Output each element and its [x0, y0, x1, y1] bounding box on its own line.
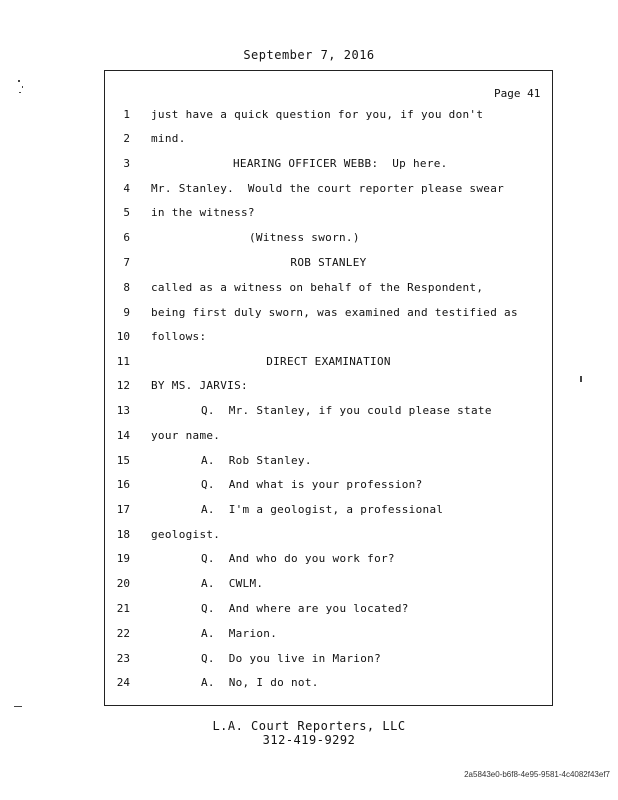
document-id: 2a5843e0-b6f8-4e95-9581-4c4082f43ef7: [464, 770, 610, 779]
scan-speck: [19, 92, 21, 93]
scan-speck: [14, 706, 22, 707]
line-number: 18: [116, 528, 130, 541]
line-number: 14: [116, 429, 130, 442]
line-number: 7: [123, 256, 130, 269]
transcript-line: Q. Do you live in Marion?: [201, 652, 381, 665]
transcript-line: A. I'm a geologist, a professional: [201, 503, 444, 516]
transcript-line: (Witness sworn.): [249, 231, 360, 244]
line-number: 24: [116, 676, 130, 689]
witness-name-heading: ROB STANLEY: [290, 256, 367, 269]
line-number: 3: [123, 157, 130, 170]
page-number: Page 41: [494, 87, 541, 100]
line-number: 15: [116, 454, 130, 467]
header-date: September 7, 2016: [243, 48, 375, 62]
line-number: 11: [116, 355, 130, 368]
transcript-line: BY MS. JARVIS:: [151, 379, 248, 392]
examination-heading: DIRECT EXAMINATION: [266, 355, 391, 368]
transcript-line: Q. And where are you located?: [201, 602, 409, 615]
line-number: 19: [116, 552, 130, 565]
transcript-line: mind.: [151, 132, 186, 145]
line-number: 9: [123, 306, 130, 319]
line-number: 2: [123, 132, 130, 145]
transcript-line: Mr. Stanley. Would the court reporter please swear: [151, 182, 505, 195]
line-number: 20: [116, 577, 130, 590]
line-number: 23: [116, 652, 130, 665]
line-number: 6: [123, 231, 130, 244]
footer-phone: 312-419-9292: [262, 733, 356, 747]
transcript-line: just have a quick question for you, if you don't: [151, 108, 484, 121]
transcript-line: A. No, I do not.: [201, 676, 319, 689]
scan-speck: [18, 80, 20, 82]
transcript-line: in the witness?: [151, 206, 255, 219]
transcript-line: A. CWLM.: [201, 577, 264, 590]
line-number: 13: [116, 404, 130, 417]
scan-speck: [22, 86, 23, 88]
transcript-line: Q. And what is your profession?: [201, 478, 423, 491]
transcript-line: Q. And who do you work for?: [201, 552, 395, 565]
line-number: 5: [123, 206, 130, 219]
transcript-line: Q. Mr. Stanley, if you could please state: [201, 404, 492, 417]
transcript-line: your name.: [151, 429, 221, 442]
line-number: 21: [116, 602, 130, 615]
line-number: 10: [116, 330, 130, 343]
line-number: 17: [116, 503, 130, 516]
line-number: 12: [116, 379, 130, 392]
line-number: 8: [123, 281, 130, 294]
transcript-line: geologist.: [151, 528, 221, 541]
transcript-line: called as a witness on behalf of the Respondent,: [151, 281, 484, 294]
scan-speck: [580, 376, 582, 382]
transcript-line: being first duly sworn, was examined and testified as: [151, 306, 518, 319]
transcript-line: follows:: [151, 330, 207, 343]
line-number: 22: [116, 627, 130, 640]
transcript-line: A. Rob Stanley.: [201, 454, 312, 467]
line-number: 16: [116, 478, 130, 491]
footer-company: L.A. Court Reporters, LLC: [212, 719, 406, 733]
line-number: 1: [123, 108, 130, 121]
transcript-line: HEARING OFFICER WEBB: Up here.: [233, 157, 448, 170]
transcript-line: A. Marion.: [201, 627, 278, 640]
line-number: 4: [123, 182, 130, 195]
